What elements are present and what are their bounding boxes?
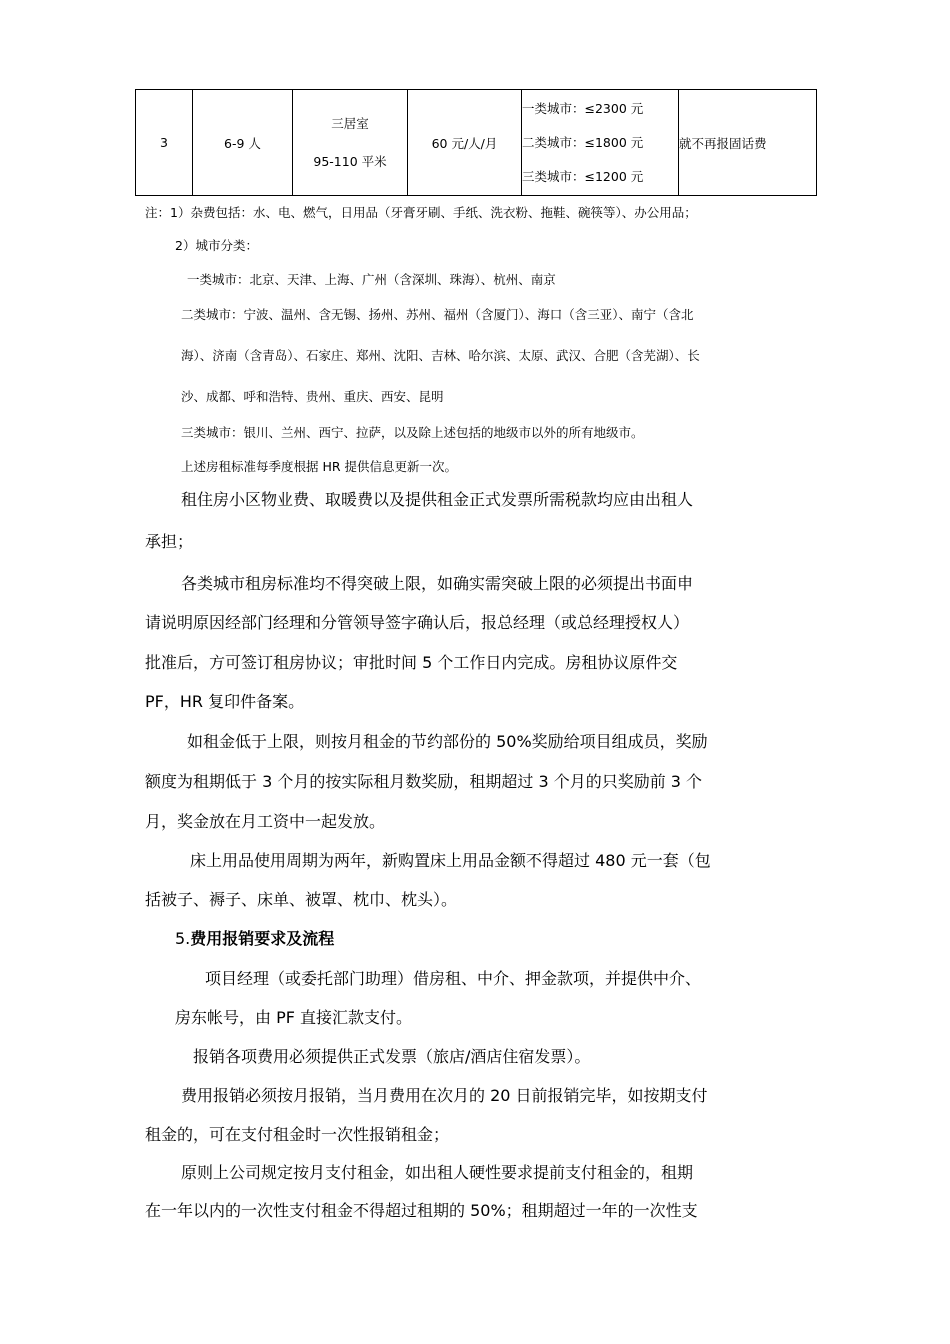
tier-2-cities-line-1: 二类城市：宁波、温州、含无锡、扬州、苏州、福州（含厦门）、海口（含三亚）、南宁（含北 [181, 307, 694, 322]
body-line: 月，奖金放在月工资中一起发放。 [145, 812, 386, 831]
section-title: 费用报销要求及流程 [190, 929, 335, 948]
row-number-cell: 3 [136, 90, 193, 196]
rent-standard-table [135, 89, 817, 196]
body-line: 原则上公司规定按月支付租金，如出租人硬性要求提前支付租金的，租期 [181, 1163, 694, 1182]
body-line: 房东帐号，由 PF 直接汇款支付。 [175, 1008, 413, 1027]
remark-cell: 就不再报固话费 [679, 90, 817, 196]
tier-3-cities: 三类城市：银川、兰州、西宁、拉萨，以及除上述包括的地级市以外的所有地级市。 [181, 425, 644, 440]
tier-1-cities: 一类城市：北京、天津、上海、广州（含深圳、珠海）、杭州、南京 [187, 272, 556, 287]
body-line: 各类城市租房标准均不得突破上限，如确实需突破上限的必须提出书面申 [181, 574, 694, 593]
update-note: 上述房租标准每季度根据 HR 提供信息更新一次。 [181, 459, 458, 474]
misc-fee-cell: 60 元/人/月 [408, 90, 522, 196]
body-line: 租金的，可在支付租金时一次性报销租金； [145, 1125, 450, 1144]
body-line: 额度为租期低于 3 个月的按实际租月数奖励，租期超过 3 个月的只奖励前 3 个 [145, 772, 703, 791]
note-city-classification: 2）城市分类： [175, 238, 258, 253]
body-line: 括被子、褥子、床单、被罩、枕巾、枕头）。 [145, 890, 458, 909]
body-line: 租住房小区物业费、取暖费以及提供租金正式发票所需税款均应由出租人 [181, 490, 694, 509]
body-line: 批准后，方可签订租房协议；审批时间 5 个工作日内完成。房租协议原件交 [145, 653, 678, 672]
body-line: 请说明原因经部门经理和分管领导签字确认后，报总经理（或总经理授权人） [145, 613, 690, 632]
body-line: 项目经理（或委托部门助理）借房租、中介、押金款项，并提供中介、 [205, 969, 702, 988]
body-line: 床上用品使用周期为两年，新购置床上用品金额不得超过 480 元一套（包 [190, 851, 711, 870]
tier-2-cities-line-2: 海）、济南（含青岛）、石家庄、郑州、沈阳、吉林、哈尔滨、太原、武汉、合肥（含芜湖）、长 [181, 348, 700, 363]
body-line: 如租金低于上限，则按月租金的节约部份的 50%奖励给项目组成员，奖励 [187, 732, 708, 751]
note-misc-fees: 注：1）杂费包括：水、电、燃气，日用品（牙膏牙刷、手纸、洗衣粉、拖鞋、碗筷等）、办公用品； [145, 205, 697, 220]
body-line: 在一年以内的一次性支付租金不得超过租期的 50%；租期超过一年的一次性支 [145, 1201, 698, 1220]
people-count-cell: 6-9 人 [193, 90, 293, 196]
room-type: 三居室 [331, 115, 369, 131]
body-line: 承担； [145, 532, 194, 551]
body-line: PF，HR 复印件备案。 [145, 692, 305, 711]
city-tier-limit-cell [522, 90, 679, 196]
section-heading [175, 926, 334, 949]
tier-2-limit: 二类城市：≤1800 元 [522, 134, 644, 150]
room-area: 95-110 平米 [313, 153, 387, 169]
body-line: 费用报销必须按月报销，当月费用在次月的 20 日前报销完毕，如按期支付 [181, 1086, 708, 1105]
tier-1-limit: 一类城市：≤2300 元 [522, 100, 644, 116]
tier-3-limit: 三类城市：≤1200 元 [522, 168, 644, 184]
room-type-cell [293, 90, 408, 196]
tier-2-cities-line-3: 沙、成都、呼和浩特、贵州、重庆、西安、昆明 [181, 389, 444, 404]
body-line: 报销各项费用必须提供正式发票（旅店/酒店住宿发票）。 [193, 1047, 591, 1066]
table-row [136, 90, 817, 196]
section-number: 5. [175, 929, 191, 948]
